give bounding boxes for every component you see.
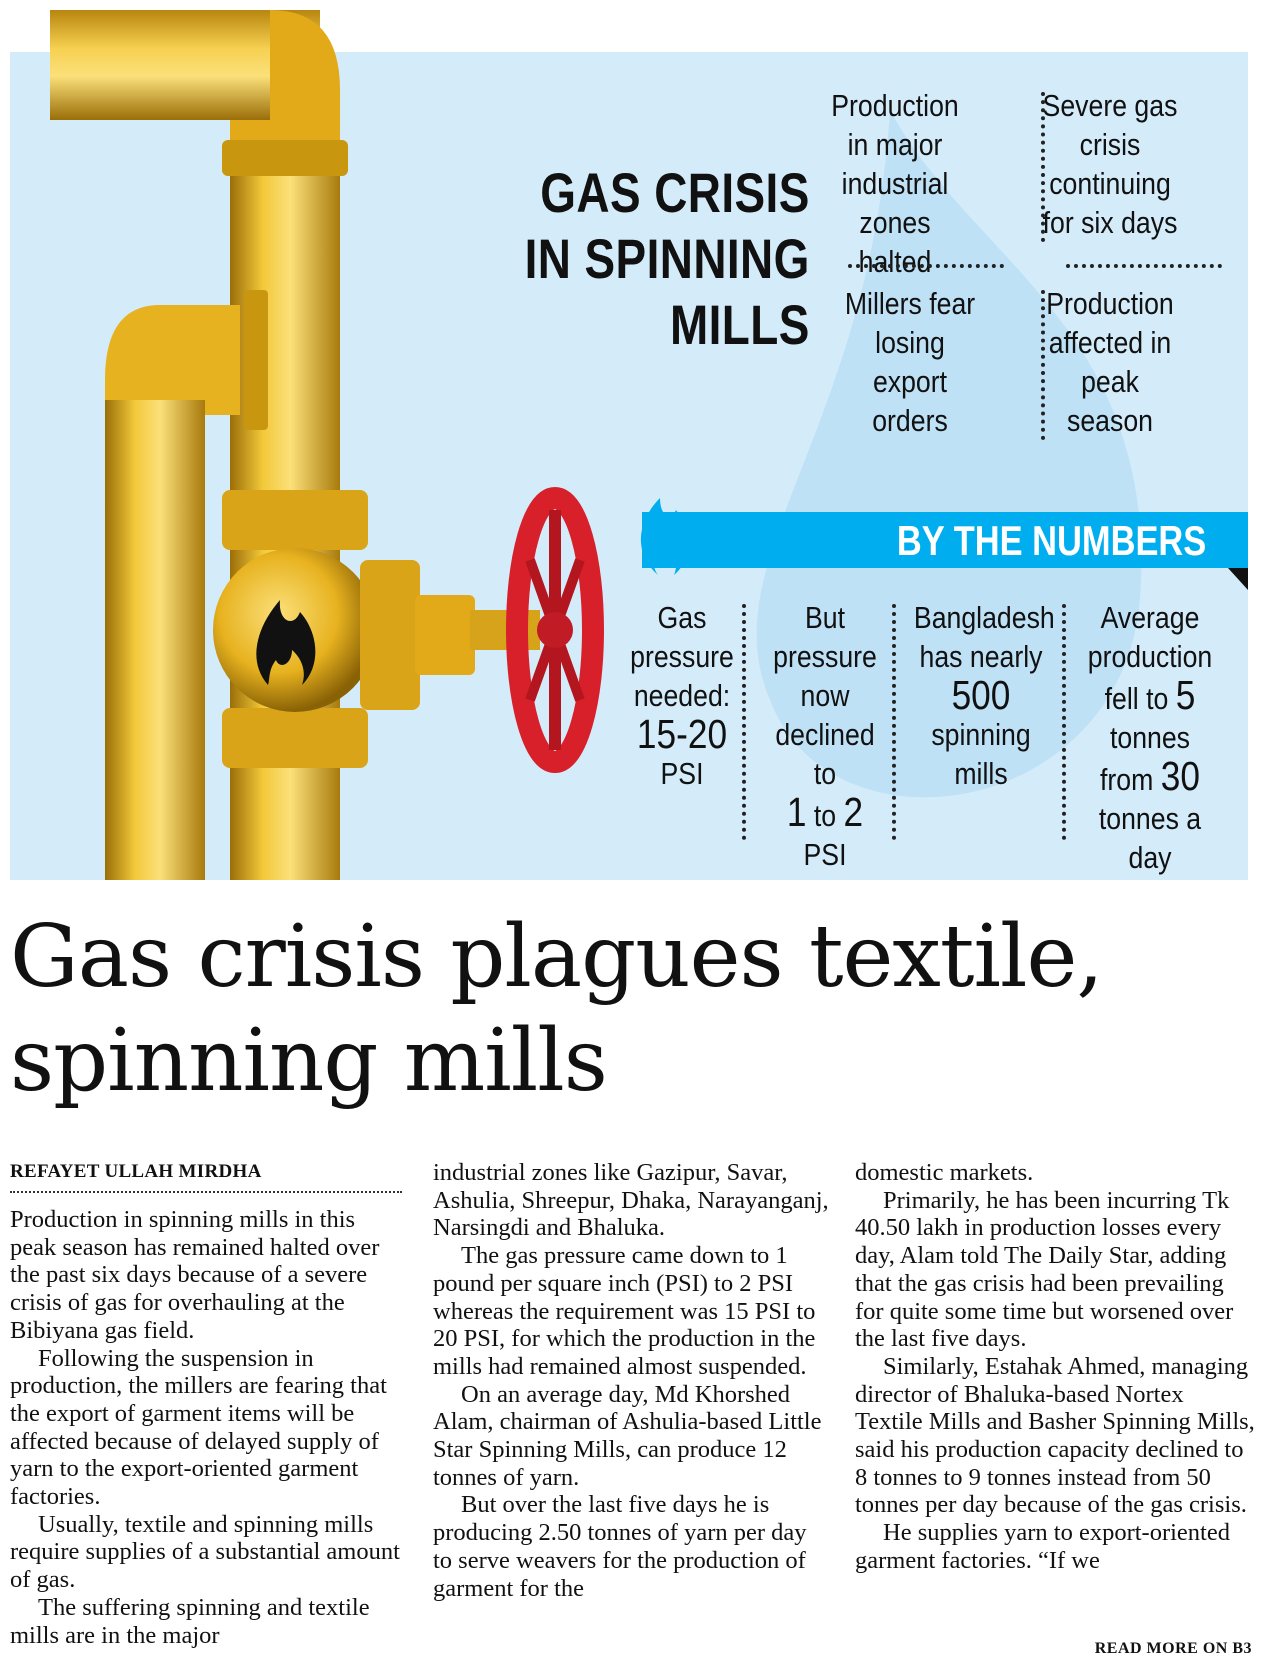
side-flange bbox=[360, 560, 420, 710]
by-the-numbers-banner bbox=[642, 512, 1248, 568]
paragraph: industrial zones like Gazipur, Savar, Ashulia, Shreepur, Dhaka, Narayanganj, Narsingdi and Bhaluka. bbox=[433, 1159, 829, 1242]
divider bbox=[848, 264, 1004, 268]
byline: REFAYET ULLAH MIRDHA bbox=[10, 1161, 262, 1182]
article-column-1 bbox=[10, 1206, 406, 1649]
paragraph: Primarily, he has been incurring Tk 40.50 lakh in production losses every day, Alam told The Daily Star, adding that the gas crisis had been prevailing for quite some time but worsened over the last five days. bbox=[855, 1186, 1234, 1353]
divider bbox=[1062, 604, 1066, 840]
fact-export-orders: Millers fear losing export orders bbox=[844, 286, 976, 438]
divider bbox=[1041, 92, 1045, 242]
read-more-link[interactable]: READ MORE ON B3 bbox=[1094, 1640, 1252, 1657]
stat-pressure-needed: Gas pressure needed: 15-20 PSI bbox=[630, 600, 734, 791]
article-column-2 bbox=[433, 1159, 829, 1602]
stat-average-production: Average production fell to 5 tonnes from 30 tonnes a day bbox=[1087, 600, 1213, 875]
by-the-numbers-heading: BY THE NUMBERS bbox=[896, 517, 1206, 564]
branch-flange bbox=[244, 290, 268, 430]
paragraph: The suffering spinning and textile mills are in the major bbox=[10, 1593, 370, 1649]
paragraph: On an average day, Md Khorshed Alam, chairman of Ashulia-based Little Star Spinning Mills, can produce 12 tonnes of yarn. bbox=[433, 1380, 822, 1491]
paragraph: Similarly, Estahak Ahmed, managing director of Bhaluka-based Nortex Textile Mills and Basher Spinning Mills, said his production capacity declined to 8 tonnes to 9 tonnes instead from 50 tonnes per day because of the gas crisis. bbox=[855, 1352, 1255, 1519]
paragraph: But over the last five days he is producing 2.50 tonnes of yarn per day to serve weavers for the production of garment for the bbox=[433, 1491, 807, 1602]
divider bbox=[1066, 264, 1222, 268]
article-column-3 bbox=[855, 1159, 1255, 1575]
paragraph: Production in spinning mills in this peak season has remained halted over the past six days because of a severe crisis of gas for overhauling at the Bibiyana gas field. bbox=[10, 1206, 380, 1344]
upper-flange bbox=[222, 490, 368, 550]
left-vertical-pipe bbox=[105, 400, 205, 880]
valve-stem bbox=[470, 610, 540, 650]
divider bbox=[1041, 290, 1045, 440]
fact-gas-crisis-duration: Severe gas crisis continuing for six days bbox=[1042, 88, 1178, 240]
infographic bbox=[10, 0, 1248, 880]
divider bbox=[892, 604, 896, 840]
lower-flange bbox=[222, 708, 368, 768]
fact-production-halted: Production in major industrial zones halted bbox=[831, 88, 959, 279]
graphic-title: GAS CRISIS IN SPINNING MILLS bbox=[524, 161, 810, 356]
paragraph: Usually, textile and spinning mills require supplies of a substantial amount of gas. bbox=[10, 1510, 400, 1594]
article-headline: Gas crisis plagues textile, spinning mills bbox=[10, 907, 1103, 1111]
paragraph: Following the suspension in production, the millers are fearing that the export of garment items will be affected because of delayed supply of yarn to the export-oriented garment factories. bbox=[10, 1344, 387, 1511]
divider bbox=[742, 604, 746, 840]
stat-spinning-mills-count: Bangladesh has nearly 500 spinning mills bbox=[913, 600, 1055, 791]
byline-rule bbox=[10, 1191, 402, 1193]
stem-housing bbox=[415, 595, 475, 675]
collar-top bbox=[222, 140, 348, 176]
paragraph: He supplies yarn to export-oriented garment factories. “If we bbox=[855, 1519, 1230, 1574]
fact-peak-season: Production affected in peak season bbox=[1046, 286, 1174, 438]
stat-pressure-declined: But pressure now declined to 1 to 2 PSI bbox=[773, 600, 877, 872]
paragraph: domestic markets. bbox=[855, 1159, 1034, 1186]
paragraph: The gas pressure came down to 1 pound per square inch (PSI) to 2 PSI whereas the requirement was 15 PSI to 20 PSI, for which the production in the mills had remained almost suspended. bbox=[433, 1242, 816, 1380]
